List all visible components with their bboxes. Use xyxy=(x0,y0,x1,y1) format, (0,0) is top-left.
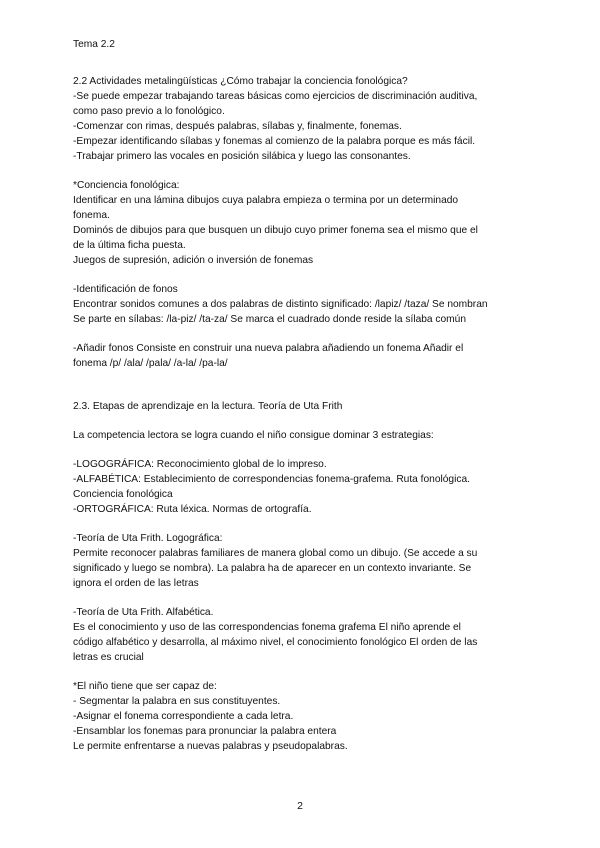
text-line: *Conciencia fonológica: xyxy=(73,180,180,191)
text-line: Es el conocimiento y uso de las correspondencias fonema grafema El niño aprende el xyxy=(73,622,461,633)
text-line: de la última ficha puesta. xyxy=(73,240,186,251)
text-line: Le permite enfrentarse a nuevas palabras y pseudopalabras. xyxy=(73,741,348,752)
text-line: -ORTOGRÁFICA: Ruta léxica. Normas de ortografía. xyxy=(73,504,312,515)
text-line: Dominós de dibujos para que busquen un dibujo cuyo primer fonema sea el mismo que el xyxy=(73,225,478,236)
text-line: La competencia lectora se logra cuando el niño consigue dominar 3 estrategias: xyxy=(73,430,434,441)
text-line: significado y luego se nombra). La palabra ha de aparecer en un contexto invariante. Se xyxy=(73,563,472,574)
text-line: código alfabético y desarrolla, al máximo nivel, el conocimiento fonológico El orden de las xyxy=(73,637,478,648)
text-line: -Trabajar primero las vocales en posición silábica y luego las consonantes. xyxy=(73,151,411,162)
text-line: Se parte en sílabas: /la-piz/ /ta-za/ Se marca el cuadrado donde reside la sílaba común xyxy=(73,314,467,325)
text-line: -LOGOGRÁFICA: Reconocimiento global de lo impreso. xyxy=(73,459,327,470)
text-line: *El niño tiene que ser capaz de: xyxy=(73,681,217,692)
text-line: Juegos de supresión, adición o inversión de fonemas xyxy=(73,255,314,266)
text-line: - Segmentar la palabra en sus constituyentes. xyxy=(73,696,281,707)
text-line: Permite reconocer palabras familiares de manera global como un dibujo. (Se accede a su xyxy=(73,548,478,559)
text-line: -Asignar el fonema correspondiente a cada letra. xyxy=(73,711,294,722)
text-line: -ALFABÉTICA: Establecimiento de correspondencias fonema-grafema. Ruta fonológica. xyxy=(73,474,470,485)
text-line: -Identificación de fonos xyxy=(73,284,178,295)
section-heading: 2.2 Actividades metalingüísticas ¿Cómo trabajar la conciencia fonológica? xyxy=(73,76,408,87)
text-line: Identificar en una lámina dibujos cuya palabra empieza o termina por un determinado xyxy=(73,195,459,206)
text-line: letras es crucial xyxy=(73,652,144,663)
text-line: -Añadir fonos Consiste en construir una nueva palabra añadiendo un fonema Añadir el xyxy=(73,343,464,354)
page-header-title: Tema 2.2 xyxy=(73,39,115,50)
text-line: como paso previo a lo fonológico. xyxy=(73,106,225,117)
text-line: -Teoría de Uta Frith. Alfabética. xyxy=(73,607,214,618)
text-line: Conciencia fonológica xyxy=(73,489,173,500)
text-line: -Se puede empezar trabajando tareas básicas como ejercicios de discriminación auditiva, xyxy=(73,91,478,102)
section-heading: 2.3. Etapas de aprendizaje en la lectura. Teoría de Uta Frith xyxy=(73,401,343,412)
text-line: Encontrar sonidos comunes a dos palabras de distinto significado: /lapiz/ /taza/ Se nombran xyxy=(73,299,488,310)
text-line: -Ensamblar los fonemas para pronunciar la palabra entera xyxy=(73,726,337,737)
text-line: -Comenzar con rimas, después palabras, sílabas y, finalmente, fonemas. xyxy=(73,121,402,132)
text-line: -Teoría de Uta Frith. Logográfica: xyxy=(73,533,223,544)
page-number: 2 xyxy=(297,800,303,812)
text-line: fonema /p/ /ala/ /pala/ /a-la/ /pa-la/ xyxy=(73,358,228,369)
text-line: fonema. xyxy=(73,210,110,221)
text-line: ignora el orden de las letras xyxy=(73,578,199,589)
text-line: -Empezar identificando sílabas y fonemas al comienzo de la palabra porque es más fácil. xyxy=(73,136,476,147)
